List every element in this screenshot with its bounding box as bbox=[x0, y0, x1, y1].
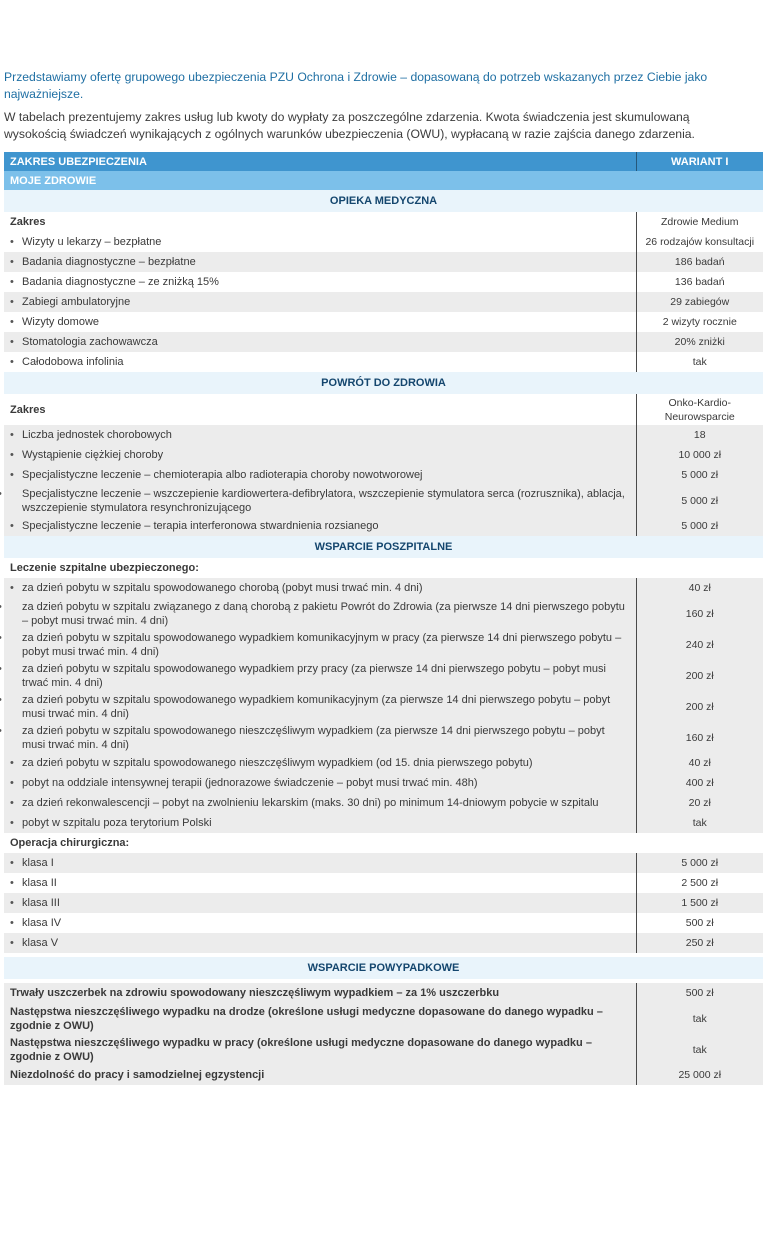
row-value: 160 zł bbox=[636, 722, 763, 753]
sub-header bbox=[4, 171, 763, 190]
section-header bbox=[4, 536, 763, 558]
table-row bbox=[4, 1065, 763, 1085]
row-value: 18 bbox=[636, 425, 763, 445]
row-label: • Liczba jednostek chorobowych bbox=[10, 429, 172, 441]
section-rows bbox=[4, 983, 763, 1085]
table-row bbox=[4, 292, 763, 312]
sub-header-label: MOJE ZDROWIE bbox=[4, 171, 763, 190]
table-header bbox=[4, 152, 763, 171]
row-value: 10 000 zł bbox=[636, 445, 763, 465]
row-value: 500 zł bbox=[636, 983, 763, 1003]
header-scope: ZAKRES UBEZPIECZENIA bbox=[4, 152, 636, 171]
table-row bbox=[4, 465, 763, 485]
row-value: 200 zł bbox=[636, 691, 763, 722]
row-value: 25 000 zł bbox=[636, 1065, 763, 1085]
row-label: Następstwa nieszczęśliwego wypadku na drodze (określone usługi medyczne dopasowane do danego wypadku – zgodnie z OWU) bbox=[4, 1003, 636, 1034]
row-label: • pobyt na oddziale intensywnej terapii (jednorazowe świadczenie – pobyt musi trwać min. 48h) bbox=[10, 777, 478, 789]
table-row bbox=[4, 598, 763, 629]
intro-paragraph: Przedstawiamy ofertę grupowego ubezpieczenia PZU Ochrona i Zdrowie – dopasowaną do potrzeb wskazanych przez Ciebie jako najważniejsze. bbox=[4, 70, 708, 101]
table-row bbox=[4, 445, 763, 465]
coverage-table bbox=[4, 152, 763, 1085]
table-row bbox=[4, 873, 763, 893]
table-row bbox=[4, 578, 763, 598]
row-label: • klasa V bbox=[10, 937, 58, 949]
row-value: tak bbox=[636, 1034, 763, 1065]
row-label: • Wizyty u lekarzy – bezpłatne bbox=[10, 236, 161, 248]
row-value: 5 000 zł bbox=[636, 465, 763, 485]
row-label: • za dzień pobytu w szpitalu spowodowanego chorobą (pobyt musi trwać min. 4 dni) bbox=[10, 582, 423, 594]
row-label: • Badania diagnostyczne – ze zniżką 15% bbox=[10, 276, 219, 288]
row-label: • za dzień pobytu w szpitalu spowodowanego wypadkiem komunikacyjnym (za pierwsze 14 dni pierwszego pobytu – pobyt musi trwać min. 4 dni) bbox=[10, 693, 630, 721]
row-label: • Stomatologia zachowawcza bbox=[10, 336, 158, 348]
group-label: Leczenie szpitalne ubezpieczonego: bbox=[4, 558, 763, 578]
table-row bbox=[4, 232, 763, 252]
table-row bbox=[4, 425, 763, 445]
row-label: • Specjalistyczne leczenie – wszczepienie kardiowertera-defibrylatora, wszczepienie stymulatora serca (rozrusznika), ablacja, wszczepienie stymulatora resynchronizującego bbox=[10, 487, 630, 515]
row-value: 160 zł bbox=[636, 598, 763, 629]
section-header bbox=[4, 372, 763, 394]
scope-row bbox=[4, 394, 763, 425]
section-title: POWRÓT DO ZDROWIA bbox=[4, 372, 763, 394]
intro-description: W tabelach prezentujemy zakres usług lub kwoty do wypłaty za poszczególne zdarzenia. Kwota świadczenia jest skumulowaną wysokością świadczeń wynikających z ogólnych warunków ubezpieczenia (OWU), wypłacaną w razie zajścia danego zdarzenia. bbox=[4, 110, 695, 141]
row-value: 20 zł bbox=[636, 793, 763, 813]
section-title: OPIEKA MEDYCZNA bbox=[4, 190, 763, 212]
table-row bbox=[4, 933, 763, 953]
table-row bbox=[4, 722, 763, 753]
row-value: tak bbox=[636, 352, 763, 372]
row-label: • klasa III bbox=[10, 897, 60, 909]
header-variant: WARIANT I bbox=[636, 152, 763, 171]
row-label: • za dzień pobytu w szpitalu spowodowanego nieszczęśliwym wypadkiem (od 15. dnia pierwszego pobytu) bbox=[10, 757, 533, 769]
scope-label: Zakres bbox=[4, 212, 636, 232]
row-value: 26 rodzajów konsultacji bbox=[636, 232, 763, 252]
scope-label: Zakres bbox=[4, 394, 636, 425]
row-label: • Specjalistyczne leczenie – chemioterapia albo radioterapia choroby nowotworowej bbox=[10, 469, 423, 481]
section-rows bbox=[4, 578, 763, 953]
row-label: • za dzień rekonwalescencji – pobyt na zwolnieniu lekarskim (maks. 30 dni) po minimum 14-dniowym pobycie w szpitalu bbox=[10, 797, 599, 809]
row-label: • Specjalistyczne leczenie – terapia interferonowa stwardnienia rozsianego bbox=[10, 520, 378, 532]
row-value: 5 000 zł bbox=[636, 853, 763, 873]
row-value: 29 zabiegów bbox=[636, 292, 763, 312]
row-value: 500 zł bbox=[636, 913, 763, 933]
row-label: • Całodobowa infolinia bbox=[10, 356, 124, 368]
row-value: 2 wizyty rocznie bbox=[636, 312, 763, 332]
table-row bbox=[4, 913, 763, 933]
group-label-row bbox=[4, 833, 763, 853]
row-label: • za dzień pobytu w szpitalu spowodowanego wypadkiem przy pracy (za pierwsze 14 dni pierwszego pobytu – pobyt musi trwać min. 4 dni) bbox=[10, 662, 630, 690]
row-value: 186 badań bbox=[636, 252, 763, 272]
row-value: 40 zł bbox=[636, 753, 763, 773]
row-value: 5 000 zł bbox=[636, 485, 763, 516]
group-label: Operacja chirurgiczna: bbox=[4, 833, 763, 853]
row-label: • za dzień pobytu w szpitalu spowodowanego wypadkiem komunikacyjnym w pracy (za pierwsze 14 dni pierwszego pobytu – pobyt musi trwać min. 4 dni) bbox=[10, 631, 630, 659]
row-label: • Zabiegi ambulatoryjne bbox=[10, 296, 130, 308]
scope-row bbox=[4, 212, 763, 232]
table-row bbox=[4, 1003, 763, 1034]
row-label: • Badania diagnostyczne – bezpłatne bbox=[10, 256, 196, 268]
row-value: 1 500 zł bbox=[636, 893, 763, 913]
table-row bbox=[4, 773, 763, 793]
row-value: tak bbox=[636, 1003, 763, 1034]
table-row bbox=[4, 753, 763, 773]
row-value: 40 zł bbox=[636, 578, 763, 598]
section-header bbox=[4, 957, 763, 979]
row-label: • pobyt w szpitalu poza terytorium Polski bbox=[10, 817, 212, 829]
section-title: WSPARCIE POSZPITALNE bbox=[4, 536, 763, 558]
scope-value: Zdrowie Medium bbox=[636, 212, 763, 232]
section-rows bbox=[4, 425, 763, 536]
section-title: WSPARCIE POWYPADKOWE bbox=[4, 957, 763, 979]
row-label: • za dzień pobytu w szpitalu związanego z daną chorobą z pakietu Powrót do Zdrowia (za pierwsze 14 dni pierwszego pobytu – pobyt musi trwać min. 4 dni) bbox=[10, 600, 630, 628]
row-value: 2 500 zł bbox=[636, 873, 763, 893]
row-value: 20% zniżki bbox=[636, 332, 763, 352]
row-value: 240 zł bbox=[636, 629, 763, 660]
row-label: • Wystąpienie ciężkiej choroby bbox=[10, 449, 163, 461]
row-label: • Wizyty domowe bbox=[10, 316, 99, 328]
table-row bbox=[4, 629, 763, 660]
table-row bbox=[4, 1034, 763, 1065]
document-page bbox=[0, 69, 768, 1085]
table-row bbox=[4, 691, 763, 722]
row-label: • klasa I bbox=[10, 857, 54, 869]
table-row bbox=[4, 272, 763, 292]
row-label: • za dzień pobytu w szpitalu spowodowanego nieszczęśliwym wypadkiem (za pierwsze 14 dni pierwszego pobytu – pobyt musi trwać min. 4 dni) bbox=[10, 724, 630, 752]
section-header bbox=[4, 190, 763, 212]
table-row bbox=[4, 793, 763, 813]
row-label: • klasa II bbox=[10, 877, 57, 889]
row-value: 400 zł bbox=[636, 773, 763, 793]
row-label: • klasa IV bbox=[10, 917, 61, 929]
group-label-row bbox=[4, 558, 763, 578]
row-label: Niezdolność do pracy i samodzielnej egzystencji bbox=[4, 1065, 636, 1085]
table-row bbox=[4, 312, 763, 332]
row-value: 5 000 zł bbox=[636, 516, 763, 536]
table-row bbox=[4, 485, 763, 516]
table-row bbox=[4, 516, 763, 536]
row-label: Następstwa nieszczęśliwego wypadku w pracy (określone usługi medyczne dopasowane do danego wypadku – zgodnie z OWU) bbox=[4, 1034, 636, 1065]
row-value: 250 zł bbox=[636, 933, 763, 953]
table-row bbox=[4, 893, 763, 913]
scope-value: Onko-Kardio-Neurowsparcie bbox=[636, 394, 763, 425]
row-value: 136 badań bbox=[636, 272, 763, 292]
row-label: Trwały uszczerbek na zdrowiu spowodowany nieszczęśliwym wypadkiem – za 1% uszczerbku bbox=[4, 983, 636, 1003]
table-row bbox=[4, 983, 763, 1003]
row-value: 200 zł bbox=[636, 660, 763, 691]
table-row bbox=[4, 252, 763, 272]
table-row bbox=[4, 352, 763, 372]
table-row bbox=[4, 813, 763, 833]
section-rows bbox=[4, 232, 763, 372]
table-row bbox=[4, 853, 763, 873]
row-value: tak bbox=[636, 813, 763, 833]
table-row bbox=[4, 660, 763, 691]
table-row bbox=[4, 332, 763, 352]
